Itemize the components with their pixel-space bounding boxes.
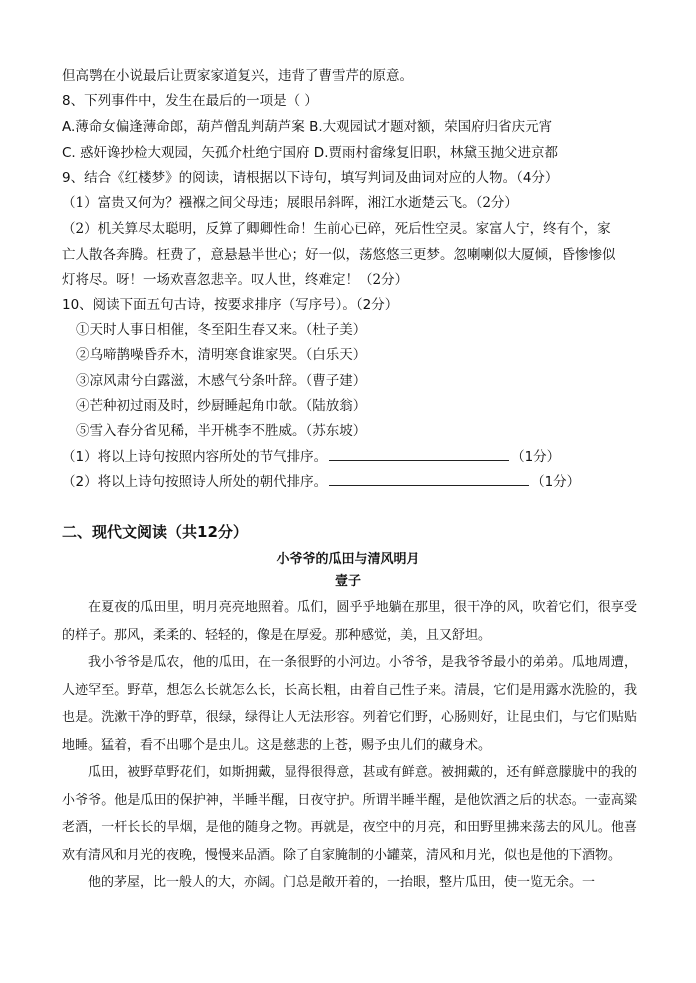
question-9-item-2-cont: 亡人散各奔腾。枉费了，意悬悬半世心；好一似，荡悠悠三更梦。忽喇喇似大厦倾，昏惨惨似 (62, 247, 616, 263)
score-label: （1分） (531, 474, 581, 490)
poem-line-3: ③凉风肃兮白露滋，木感气兮条叶辞。（曹子建） (76, 373, 367, 389)
article-paragraph: 他的茅屋，比一般人的大，亦阔。门总是敞开着的，一抬眼，整片瓜田，使一览无余。一 (88, 875, 596, 890)
article-body (62, 594, 637, 897)
section-heading: 二、现代文阅读（共12分） (62, 523, 248, 541)
question-9-item-2-end: 灯将尽。呀！一场欢喜忽悲辛。叹人世，终难定！（2分） (62, 272, 409, 288)
question-10-item-2 (62, 471, 580, 492)
article-paragraph: 我小爷爷是瓜农，他的瓜田，在一条很野的小河边。小爷爷，是我爷爷最小的弟弟。瓜地周遭，人迹罕至。野草，想怎么长就怎么长，长高长粗，由着自己性子来。清晨，它们是用露水洗脸的，我也是。洗漱干净的野草，很绿，绿得让人无法形容。列着它们野，心肠则好，让昆虫们，与它们贴贴地睡。猛着，看不出哪个是虫儿。这是慈悲的上苍，赐予虫儿们的藏身术。 (62, 655, 637, 753)
answer-blank[interactable] (329, 471, 529, 486)
question-10-item-1-text: （1）将以上诗句按照内容所处的节气排序。 (62, 449, 328, 465)
poem-line-4: ④芒种初过雨及时，纱厨睡起角巾欹。（陆放翁） (76, 398, 367, 414)
question-9-item-1: （1）富贵又何为？襁褓之间父母违；展眼吊斜晖，湘江水逝楚云飞。（2分） (62, 195, 518, 211)
question-8-options-cd: C. 惑奸谗抄检大观园，矢孤介杜绝宁国府 D.贾雨村畲缘复旧职，林黛玉抛父进京都 (62, 145, 558, 161)
score-label: （1分） (511, 449, 561, 465)
question-9: 9、结合《红楼梦》的阅读，请根据以下诗句，填写判词及曲词对应的人物。（4分） (62, 170, 559, 186)
question-9-item-2: （2）机关算尽太聪明，反算了卿卿性命！生前心已碎，死后性空灵。家富人宁，终有个，家 (62, 221, 611, 237)
article-paragraph: 瓜田，被野草野花们，如斯拥戴，显得很得意，甚或有鲜意。被拥戴的，还有鲜意朦胧中的我的小爷爷。他是瓜田的保护神，半睡半醒，日夜守护。所谓半睡半醒，是他饮酒之后的状态。一壶高粱老酒，一杆长长的旱烟，是他的随身之物。再就是，夜空中的月亮，和田野里拂来荡去的风儿。他喜欢有清风和月光的夜晚，慢慢来品酒。除了自家腌制的小罐菜，清风和月光，似也是他的下酒物。 (62, 765, 637, 863)
text-line: 但高鹗在小说最后让贾家家道复兴，违背了曹雪芹的原意。 (62, 68, 413, 84)
question-10-item-2-text: （2）将以上诗句按照诗人所处的朝代排序。 (62, 474, 328, 490)
question-8: 8、下列事件中，发生在最后的一项是（ ） (62, 93, 318, 109)
question-10-item-1 (62, 446, 560, 467)
question-10: 10、阅读下面五句古诗，按要求排序（写序号）。（2分） (62, 297, 399, 313)
answer-blank[interactable] (329, 446, 509, 461)
poem-line-5: ⑤雪入春分省见稀，半开桃李不胜威。（苏东坡） (76, 423, 367, 439)
article-author: 壹子 (334, 574, 361, 589)
poem-line-1: ①天时人事日相催，冬至阳生春又来。（杜子美） (76, 322, 367, 338)
article-paragraph: 在夏夜的瓜田里，明月亮亮地照着。瓜们，圆乎乎地躺在那里，很干净的风，吹着它们，很享受的样子。那风，柔柔的、轻轻的，像是在厚爱。那种感觉，美，且又舒坦。 (62, 600, 637, 643)
question-8-options-ab: A.薄命女偏逢薄命郎，葫芦僧乱判葫芦案 B.大观园试才题对额，荣国府归省庆元宵 (62, 119, 553, 135)
article-title: 小爷爷的瓜田与清风明月 (276, 552, 420, 567)
poem-line-2: ②乌啼鹊噪昏乔木，清明寒食谁家哭。（白乐天） (76, 347, 367, 363)
